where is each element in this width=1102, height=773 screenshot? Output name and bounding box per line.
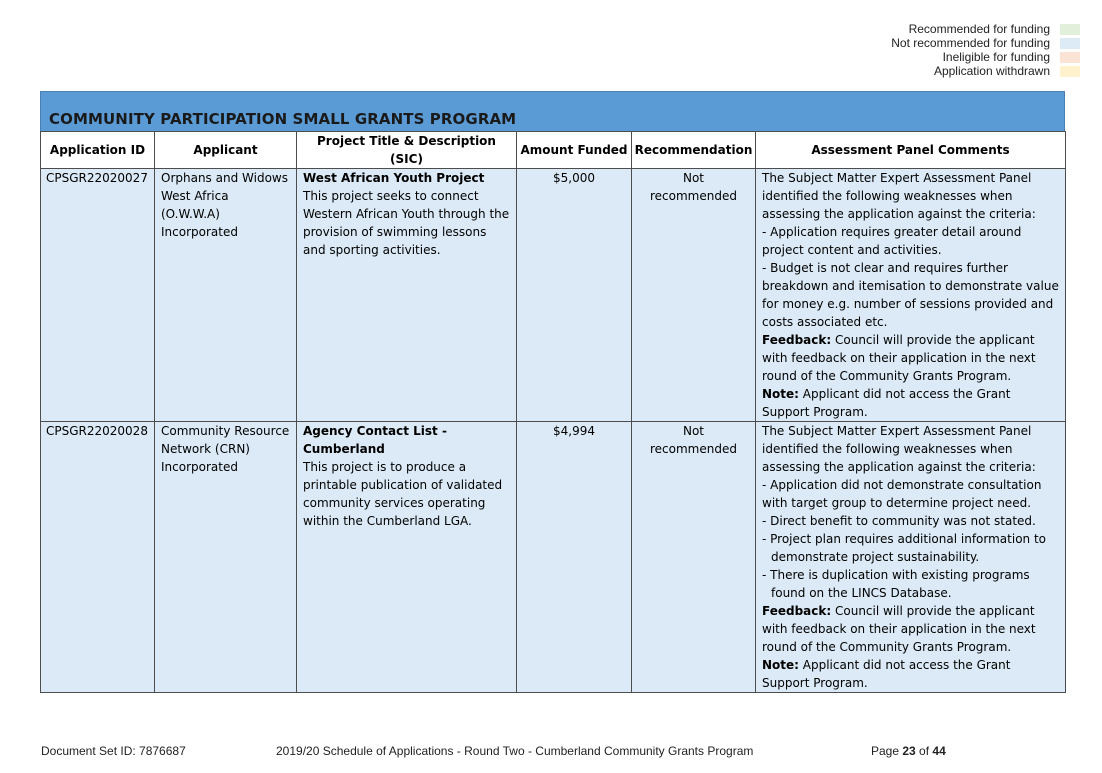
feedback-label: Feedback: [762,604,832,618]
legend-label: Recommended for funding [908,22,1050,36]
comment-point: - Application did not demonstrate consultation with target group to determine project need. [762,478,1042,510]
recommendation-cell: Not recommended [632,169,756,422]
comment-intro: The Subject Matter Expert Assessment Panel identified the following weaknesses when assessing the application against the criteria: [762,171,1036,221]
legend-swatch-ineligible [1060,52,1080,63]
feedback-label: Feedback: [762,333,832,347]
amount-cell: $5,000 [517,169,632,422]
comment-note [762,385,1059,421]
column-header-recommendation: Recommendation [632,132,756,169]
comment-point: - Application requires greater detail around project content and activities. [762,225,1022,257]
document-set-id: Document Set ID: 7876687 [41,744,186,758]
comment-point: - Budget is not clear and requires further breakdown and itemisation to demonstrate value for money e.g. number of sessions provided and costs associated etc. [762,261,1059,329]
application-id-cell: CPSGR22020028 [41,422,155,693]
comments-cell [756,422,1066,693]
note-label: Note: [762,387,799,401]
comment-feedback [762,602,1059,656]
project-title: West African Youth Project [303,171,485,185]
applicant-cell: Community Resource Network (CRN) Incorporated [155,422,297,693]
applications-table [40,131,1066,693]
recommendation-cell: Not recommended [632,422,756,693]
page-of: of [915,744,933,758]
column-header-amount: Amount Funded [517,132,632,169]
project-description: This project seeks to connect Western African Youth through the provision of swimming lessons and sporting activities. [303,189,510,257]
column-header-project: Project Title & Description (SIC) [297,132,517,169]
page-prefix: Page [871,744,903,758]
funding-legend [891,22,1080,78]
table-header-row [41,132,1066,169]
project-description: This project is to produce a printable publication of validated community services operating within the Cumberland LGA. [303,460,503,528]
grants-table-section [40,91,1065,693]
comment-point: - Direct benefit to community was not stated. [762,514,1036,528]
legend-item-not-recommended [891,36,1080,50]
note-label: Note: [762,658,799,672]
column-header-applicant: Applicant [155,132,297,169]
comment-note [762,656,1059,692]
comments-cell [756,169,1066,422]
legend-swatch-not-recommended [1060,38,1080,49]
note-text: Applicant did not access the Grant Support Program. [762,387,1011,419]
document-title: 2019/20 Schedule of Applications - Round Two - Cumberland Community Grants Program [276,744,754,758]
program-banner [40,91,1065,131]
legend-swatch-recommended [1060,24,1080,35]
project-cell [297,422,517,693]
application-id-cell: CPSGR22020027 [41,169,155,422]
column-header-application-id: Application ID [41,132,155,169]
legend-item-ineligible [891,50,1080,64]
legend-item-withdrawn [891,64,1080,78]
legend-label: Ineligible for funding [942,50,1050,64]
project-title: Agency Contact List - Cumberland [303,424,447,456]
comment-point: - There is duplication with existing programs found on the LINCS Database. [762,568,1030,600]
comment-intro: The Subject Matter Expert Assessment Panel identified the following weaknesses when assessing the application against the criteria: [762,424,1036,474]
legend-label: Application withdrawn [933,64,1050,78]
column-header-comments: Assessment Panel Comments [756,132,1066,169]
project-cell [297,169,517,422]
legend-swatch-withdrawn [1060,66,1080,77]
applicant-cell: Orphans and Widows West Africa (O.W.W.A) Incorporated [155,169,297,422]
legend-label: Not recommended for funding [891,36,1050,50]
table-row [41,169,1066,422]
page-total: 44 [932,744,946,758]
page-number [871,744,946,758]
feedback-text: Council will provide the applicant with feedback on their application in the next round of the Community Grants Program. [762,604,1036,654]
legend-item-recommended [891,22,1080,36]
page-current: 23 [902,744,916,758]
program-title: COMMUNITY PARTICIPATION SMALL GRANTS PROGRAM [49,110,517,128]
amount-cell: $4,994 [517,422,632,693]
feedback-text: Council will provide the applicant with feedback on their application in the next round of the Community Grants Program. [762,333,1036,383]
comment-point: - Project plan requires additional information to demonstrate project sustainability. [762,532,1046,564]
table-row [41,422,1066,693]
comment-feedback [762,331,1059,385]
note-text: Applicant did not access the Grant Support Program. [762,658,1011,690]
